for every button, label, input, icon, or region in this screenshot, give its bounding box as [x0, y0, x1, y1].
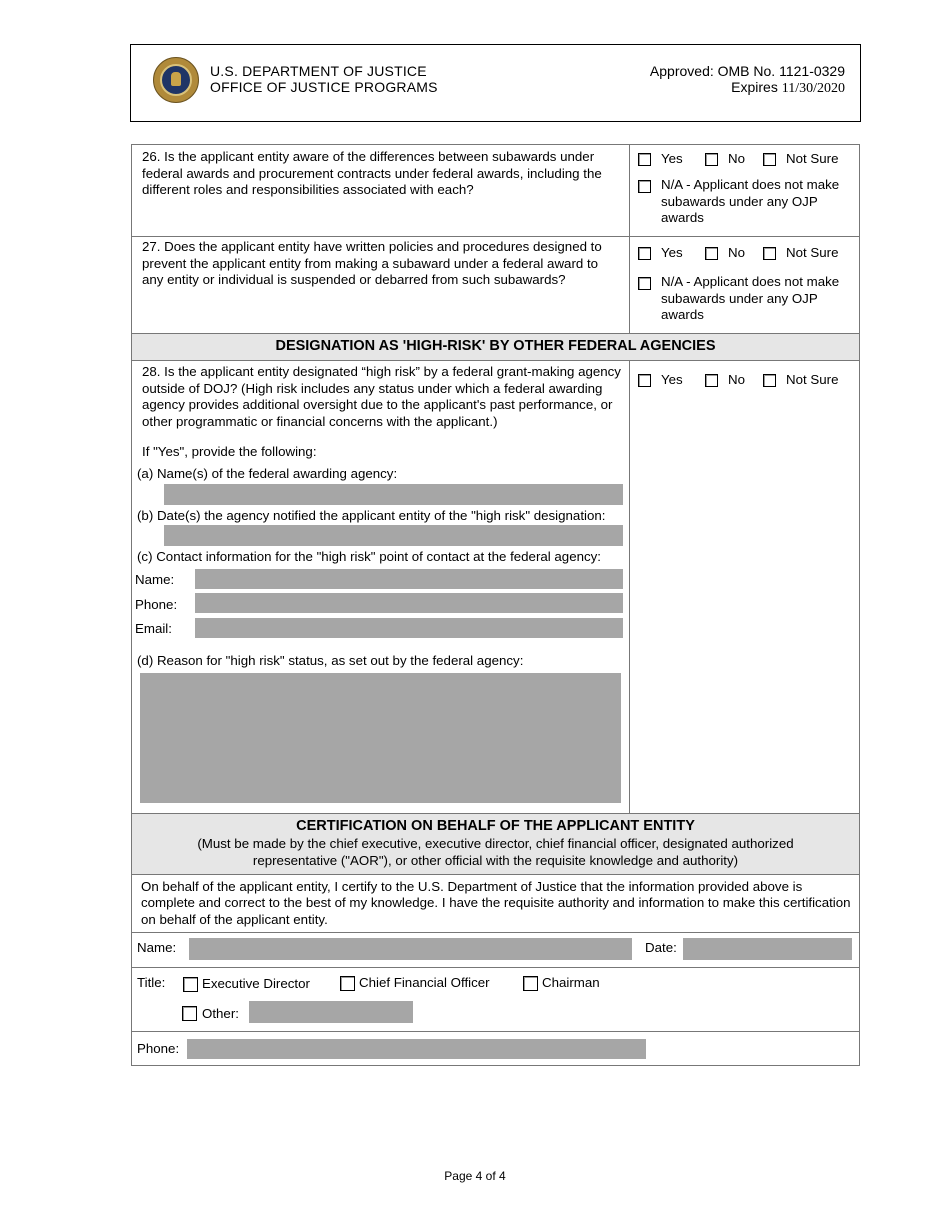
cert-phone-field[interactable]: [187, 1039, 646, 1059]
q28-no-label: No: [728, 372, 745, 387]
row-divider: [132, 874, 859, 875]
row-divider: [132, 1031, 859, 1032]
contact-phone-field[interactable]: [195, 593, 623, 613]
doj-seal-icon: [153, 57, 199, 103]
form-body: [131, 144, 860, 1066]
contact-email-label: Email:: [135, 621, 172, 636]
q28-yes-label: Yes: [661, 372, 683, 387]
question-27: 27. Does the applicant entity have written policies and procedures designed to prevent the applicant entity from making a subaward under a federal award to any entity or individual is suspended or debarred from such subawards?: [142, 239, 602, 288]
contact-phone-label: Phone:: [135, 597, 178, 612]
cert-title-label: Title:: [137, 975, 166, 990]
dept-line-1: U.S. DEPARTMENT OF JUSTICE: [210, 63, 427, 79]
contact-name-field[interactable]: [195, 569, 623, 589]
q27-not-sure-label: Not Sure: [786, 245, 839, 260]
dept-line-2: OFFICE OF JUSTICE PROGRAMS: [210, 79, 438, 95]
q28-not-sure-label: Not Sure: [786, 372, 839, 387]
expiration: Expires 11/30/2020: [731, 79, 845, 96]
q27-na-checkbox[interactable]: [638, 277, 651, 290]
q26-yes-label: Yes: [661, 151, 683, 166]
expiration-date: 11/30/2020: [781, 81, 845, 96]
form-header: [130, 44, 861, 122]
agency-name-field[interactable]: [164, 484, 623, 505]
cert-name-label: Name:: [137, 940, 177, 955]
row-divider: [132, 1065, 859, 1066]
q27-na-label: N/A - Applicant does not make subawards under any OJP awards: [661, 274, 840, 323]
row-divider: [132, 236, 859, 237]
section-title-certification: CERTIFICATION ON BEHALF OF THE APPLICANT ENTITY: [296, 818, 695, 834]
contact-info-label: (c) Contact information for the "high risk" point of contact at the federal agency:: [137, 549, 601, 564]
cert-date-field[interactable]: [683, 938, 852, 960]
agency-name-label: (a) Name(s) of the federal awarding agency:: [137, 466, 398, 481]
q26-yes-checkbox[interactable]: [638, 153, 651, 166]
certification-statement: On behalf of the applicant entity, I certify to the U.S. Department of Justice that the information provided above is complete and correct to the best of my knowledge. I have the requisite authority and information to make this certification on behalf of the applicant entity.: [141, 879, 851, 927]
title-other-label: Other:: [202, 1006, 239, 1021]
reason-textarea[interactable]: [140, 673, 621, 803]
q26-no-checkbox[interactable]: [705, 153, 718, 166]
contact-name-label: Name:: [135, 572, 175, 587]
cert-phone-label: Phone:: [137, 1041, 180, 1056]
q27-yes-checkbox[interactable]: [638, 247, 651, 260]
notification-date-label: (b) Date(s) the agency notified the applicant entity of the "high risk" designation:: [137, 508, 606, 523]
if-yes-instruction: If "Yes", provide the following:: [142, 444, 317, 459]
section-title-high-risk: DESIGNATION AS 'HIGH-RISK' BY OTHER FEDERAL AGENCIES: [275, 338, 716, 354]
reason-label: (d) Reason for "high risk" status, as set out by the federal agency:: [137, 653, 524, 668]
contact-email-field[interactable]: [195, 618, 623, 638]
cert-date-label: Date:: [645, 940, 677, 955]
row-divider: [132, 360, 859, 361]
q27-no-label: No: [728, 245, 745, 260]
q26-na-label: N/A - Applicant does not make subawards under any OJP awards: [661, 177, 840, 226]
row-divider: [132, 967, 859, 968]
omb-approval: [650, 63, 845, 97]
notification-date-field[interactable]: [164, 525, 623, 546]
divider: [629, 145, 630, 333]
q26-na-checkbox[interactable]: [638, 180, 651, 193]
q26-not-sure-label: Not Sure: [786, 151, 839, 166]
question-26: 26. Is the applicant entity aware of the differences between subawards under federal awards and procurement contracts under federal awards, including the different roles and responsibilities associated with each?: [142, 149, 602, 198]
row-divider: [132, 932, 859, 933]
question-28: 28. Is the applicant entity designated “high risk” by a federal grant-making agency outside of DOJ? (High risk includes any status under which a federal awarding agency provides additional oversight due to the applicant's past performance, or other programmatic or financial concerns with the applicant.): [142, 364, 621, 430]
title-executive-director-checkbox[interactable]: [183, 977, 198, 992]
divider: [629, 360, 630, 813]
q26-no-label: No: [728, 151, 745, 166]
cert-name-field[interactable]: [189, 938, 632, 960]
q26-not-sure-checkbox[interactable]: [763, 153, 776, 166]
q28-not-sure-checkbox[interactable]: [763, 374, 776, 387]
title-chairman-checkbox[interactable]: [523, 976, 538, 991]
q28-yes-checkbox[interactable]: [638, 374, 651, 387]
title-executive-director-label: Executive Director: [202, 976, 310, 991]
q27-yes-label: Yes: [661, 245, 683, 260]
q27-not-sure-checkbox[interactable]: [763, 247, 776, 260]
q27-no-checkbox[interactable]: [705, 247, 718, 260]
certification-subtitle: (Must be made by the chief executive, executive director, chief financial officer, designated authorized representative ("AOR"), or other official with the requisite knowledge and authority): [197, 836, 794, 868]
omb-number: Approved: OMB No. 1121-0329: [649, 63, 845, 79]
title-other-checkbox[interactable]: [182, 1006, 197, 1021]
title-other-field[interactable]: [249, 1001, 413, 1023]
title-cfo-checkbox[interactable]: [340, 976, 355, 991]
title-chairman-label: Chairman: [542, 975, 600, 990]
page-number: Page 4 of 4: [444, 1169, 506, 1183]
title-cfo-label: Chief Financial Officer: [359, 975, 490, 990]
department-name: [210, 63, 438, 95]
q28-no-checkbox[interactable]: [705, 374, 718, 387]
